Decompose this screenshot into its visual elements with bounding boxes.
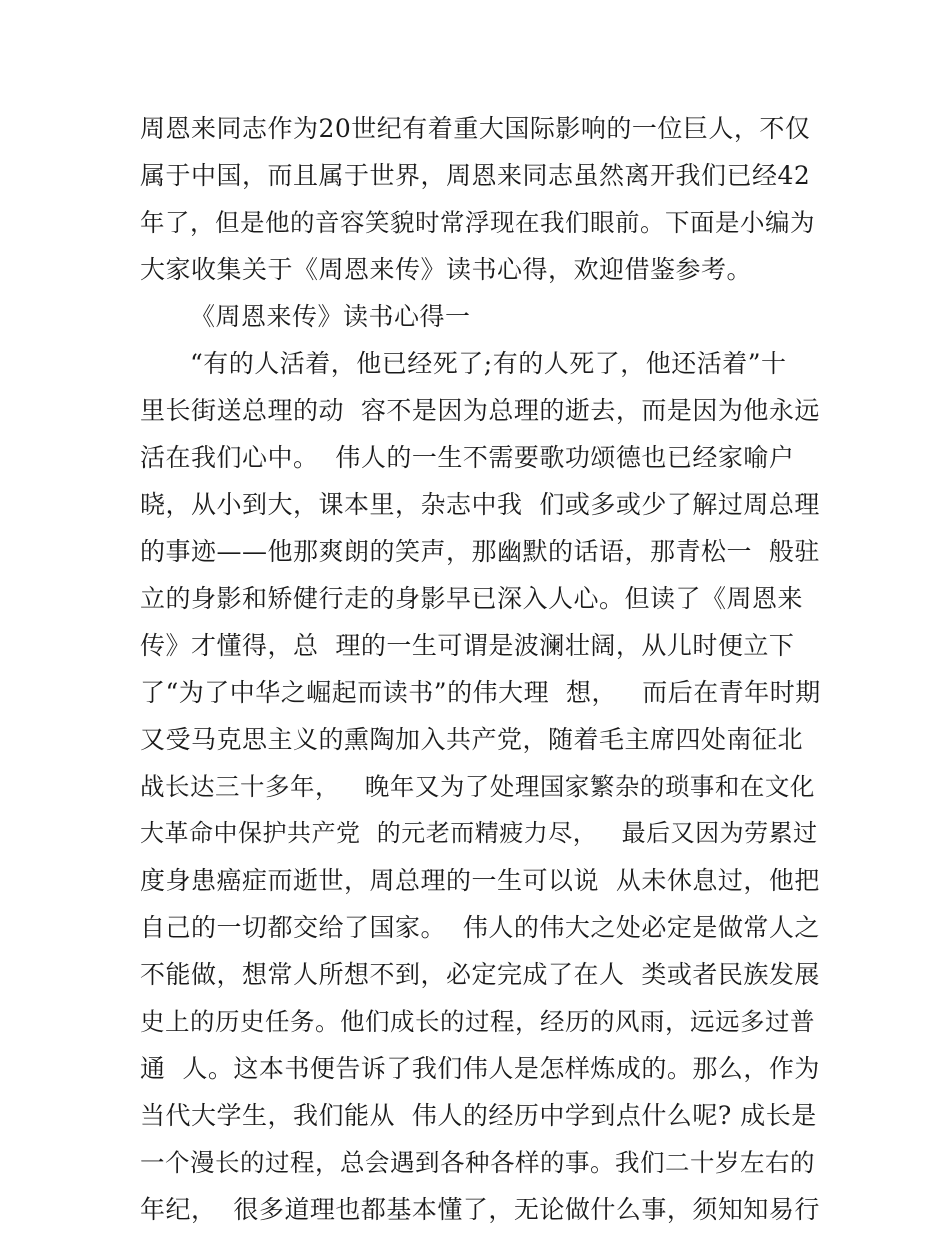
text-line: 年纪， 很多道理也都基本懂了，无论做什么事，须知知易行 bbox=[140, 1195, 820, 1224]
body-text bbox=[140, 105, 820, 1233]
text-line: 度身患癌症而逝世，周总理的一生可以说 从未休息过，他把 bbox=[140, 866, 820, 895]
text-line: 通 人。这本书便告诉了我们伟人是怎样炼成的。那么，作为 bbox=[140, 1054, 820, 1083]
text-line: 了“为了中华之崛起而读书”的伟大理 想， 而后在青年时期 bbox=[140, 678, 821, 707]
text-line: 又受马克思主义的熏陶加入共产党，随着毛主席四处南征北 bbox=[140, 725, 804, 754]
text-line: 晓，从小到大，课本里，杂志中我 们或多或少了解过周总理 bbox=[140, 490, 820, 519]
text-line: 活在我们心中。 伟人的一生不需要歌功颂德也已经家喻户 bbox=[140, 443, 795, 472]
text-line: “有的人活着，他已经死了;有的人死了，他还活着”十 bbox=[190, 349, 787, 378]
text-line: 立的身影和矫健行走的身影早已深入人心。但读了《周恩来 bbox=[140, 584, 804, 613]
text-line: 属于中国，而且属于世界，周恩来同志虽然离开我们已经42 bbox=[140, 161, 811, 190]
text-line: 里长街送总理的动 容不是因为总理的逝去，而是因为他永远 bbox=[140, 396, 820, 425]
text-line: 史上的历史任务。他们成长的过程，经历的风雨，远远多过普 bbox=[140, 1007, 815, 1036]
text-line: 战长达三十多年， 晚年又为了处理国家繁杂的琐事和在文化 bbox=[140, 772, 815, 801]
text-line: 当代大学生，我们能从 伟人的经历中学到点什么呢? 成长是 bbox=[140, 1101, 817, 1130]
text-line: 一个漫长的过程，总会遇到各种各样的事。我们二十岁左右的 bbox=[140, 1148, 815, 1177]
text-line: 大家收集关于《周恩来传》读书心得，欢迎借鉴参考。 bbox=[140, 255, 753, 284]
text-line: 不能做，想常人所想不到，必定完成了在人 类或者民族发展 bbox=[140, 960, 820, 989]
text-line: 的事迹——他那爽朗的笑声，那幽默的话语，那青松一 般驻 bbox=[140, 537, 820, 566]
text-line: 传》才懂得，总 理的一生可谓是波澜壮阔，从儿时便立下 bbox=[140, 631, 795, 660]
text-line: 年了，但是他的音容笑貌时常浮现在我们眼前。下面是小编为 bbox=[140, 208, 815, 237]
text-line: 大革命中保护共产党 的元老而精疲力尽， 最后又因为劳累过 bbox=[140, 819, 818, 847]
text-line: 周恩来同志作为20世纪有着重大国际影响的一位巨人，不仅 bbox=[140, 114, 811, 143]
text-line: 自己的一切都交给了国家。 伟人的伟大之处必定是做常人之 bbox=[140, 913, 820, 942]
section-heading: 《周恩来传》读书心得一 bbox=[190, 302, 471, 331]
